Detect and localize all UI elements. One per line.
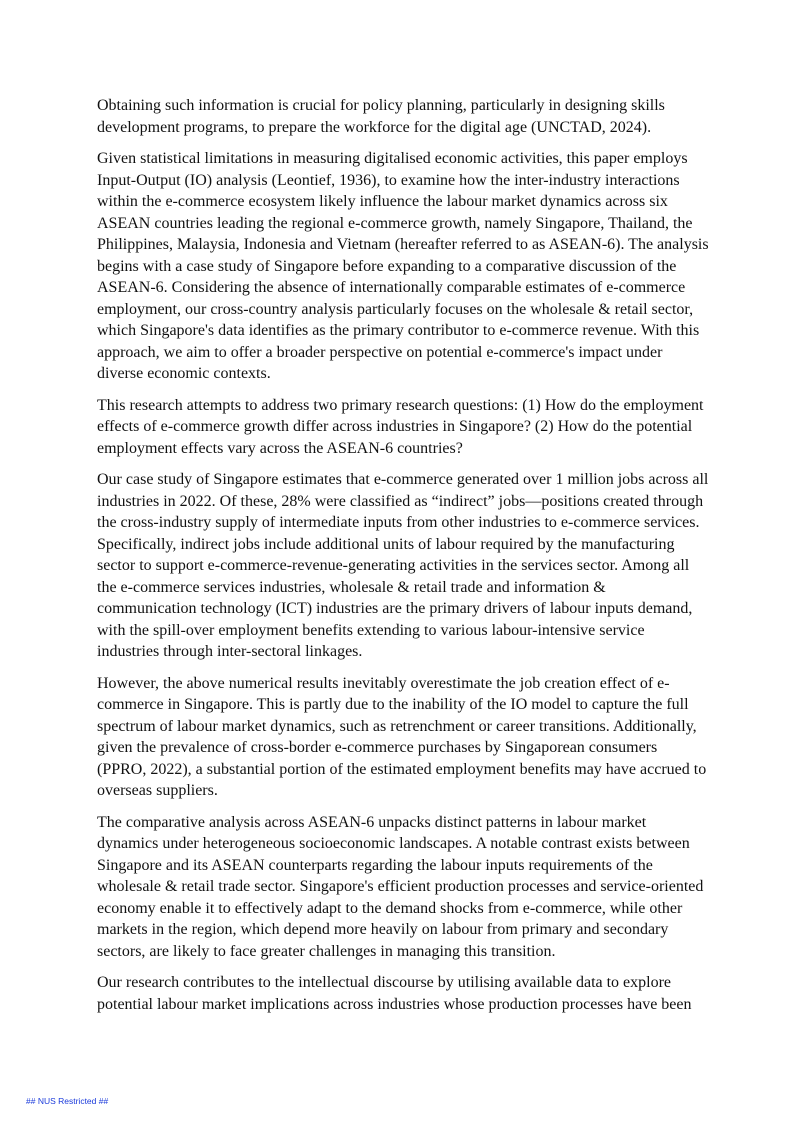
paragraph-3: This research attempts to address two primary research questions: (1) How do the employment effects of e-commerce growth differ across industries in Singapore? (2) How do the potential employment effects vary across the ASEAN-6 countries? bbox=[97, 396, 704, 457]
paragraph-7: Our research contributes to the intellectual discourse by utilising available data to explore potential labour market implications across industries whose production processes have been bbox=[97, 974, 692, 1013]
paragraph-4: Our case study of Singapore estimates that e-commerce generated over 1 million jobs across all industries in 2022. Of these, 28% were classified as “indirect” jobs—positions created through the cross-industry supply of intermediate inputs from other industries to e-commerce services. Specifically, indirect jobs include additional units of labour required by the manufacturing sector to support e-commerce-revenue-generating activities in the services sector. Among all the e-commerce services industries, wholesale & retail trade and information & communication technology (ICT) industries are the primary drivers of labour inputs demand, with the spill-over employment benefits extending to various labour-intensive service industries through inter-sectoral linkages. bbox=[97, 471, 709, 660]
paragraph-5: However, the above numerical results inevitably overestimate the job creation effect of e-commerce in Singapore. This is partly due to the inability of the IO model to capture the full spectrum of labour market dynamics, such as retrenchment or career transitions. Additionally, given the prevalence of cross-border e-commerce purchases by Singaporean consumers (PPRO, 2022), a substantial portion of the estimated employment benefits may have accrued to overseas suppliers. bbox=[97, 674, 707, 799]
paragraph-1: Obtaining such information is crucial for policy planning, particularly in designing skills development programs, to prepare the workforce for the digital age (UNCTAD, 2024). bbox=[97, 97, 665, 136]
paragraph-6: The comparative analysis across ASEAN-6 unpacks distinct patterns in labour market dynamics under heterogeneous socioeconomic landscapes. A notable contrast exists between Singapore and its ASEAN counterparts regarding the labour inputs requirements of the wholesale & retail trade sector. Singapore's efficient production processes and service-oriented economy enable it to effectively adapt to the demand shocks from e-commerce, while other markets in the region, which depend more heavily on labour from primary and secondary sectors, are likely to face greater challenges in managing this transition. bbox=[97, 813, 704, 960]
classification-footer: ## NUS Restricted ## bbox=[26, 1096, 109, 1106]
paragraph-2: Given statistical limitations in measuring digitalised economic activities, this paper employs Input-Output (IO) analysis (Leontief, 1936), to examine how the inter-industry interactions within the e-commerce ecosystem likely influence the labour market dynamics across six ASEAN countries leading the regional e-commerce growth, namely Singapore, Thailand, the Philippines, Malaysia, Indonesia and Vietnam (hereafter referred to as ASEAN-6). The analysis begins with a case study of Singapore before expanding to a comparative discussion of the ASEAN-6. Considering the absence of internationally comparable estimates of e-commerce employment, our cross-country analysis particularly focuses on the wholesale & retail sector, which Singapore's data identifies as the primary contributor to e-commerce revenue. With this approach, we aim to offer a broader perspective on potential e-commerce's impact under diverse economic contexts. bbox=[97, 150, 709, 382]
body-text bbox=[97, 95, 709, 1025]
